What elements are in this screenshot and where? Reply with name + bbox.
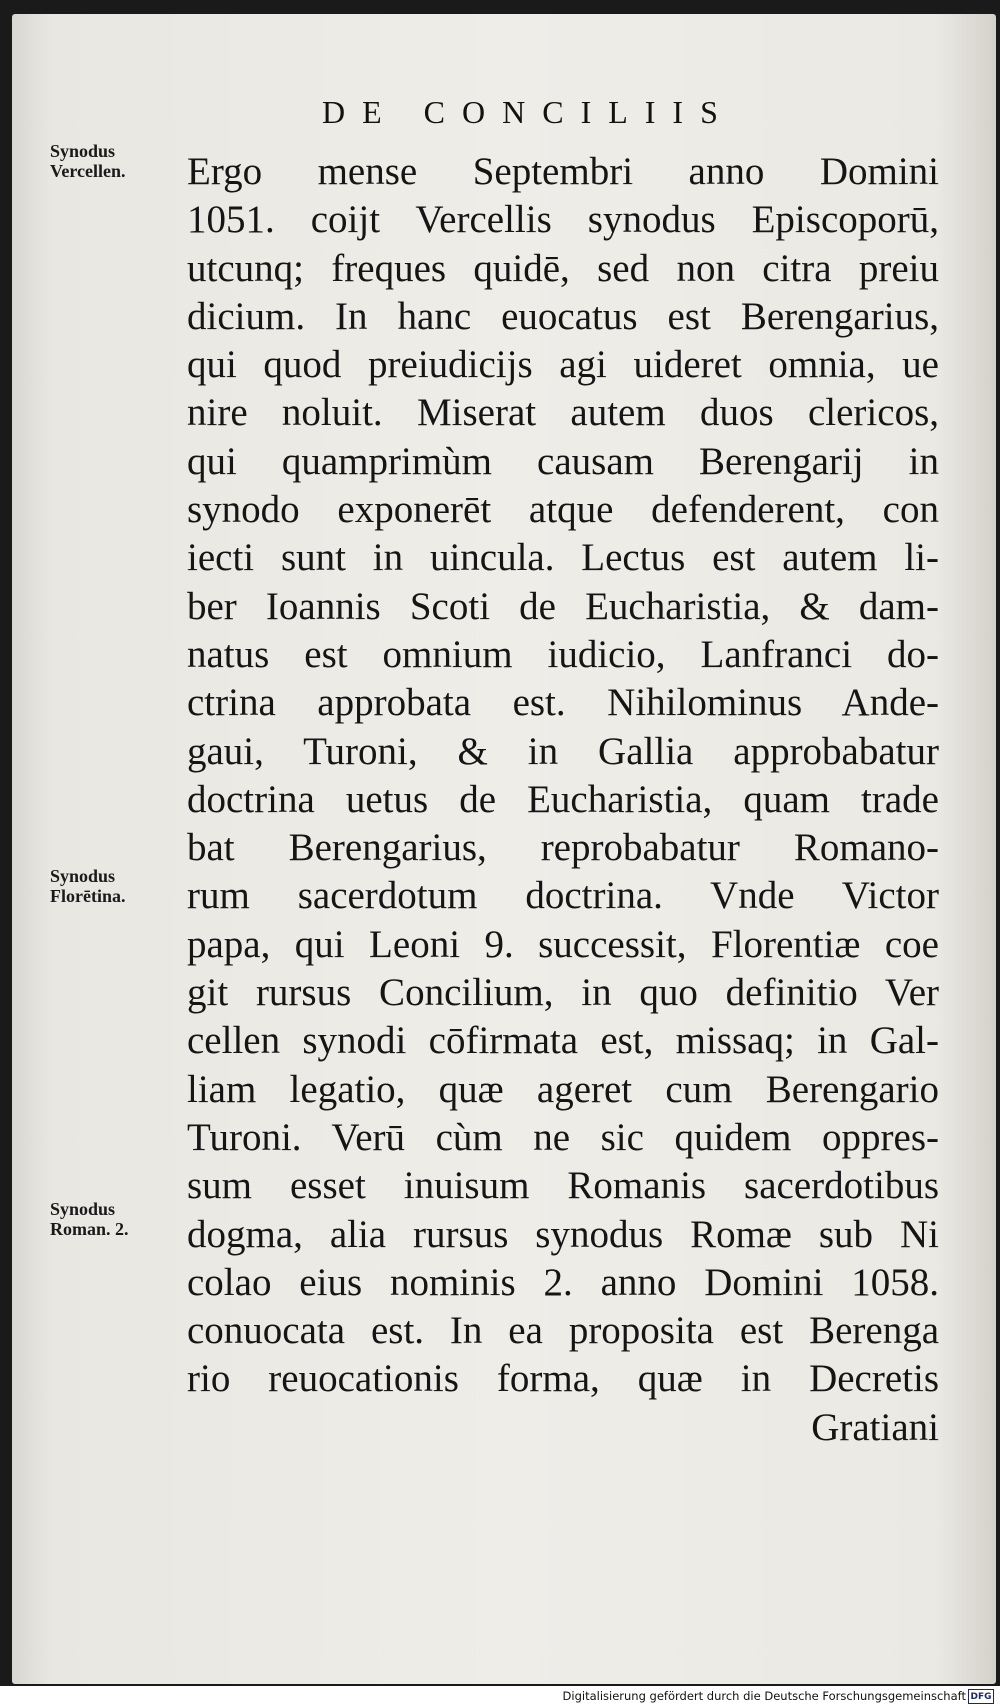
footer-credit: Digitalisierung gefördert durch die Deutsche Forschungsgemeinschaft xyxy=(562,1689,966,1703)
text-line: liam legatio, quæ ageret cum Berengario xyxy=(187,1067,939,1111)
text-line: dogma, alia rursus synodus Romæ sub Ni xyxy=(187,1212,939,1256)
text-line: ber Ioannis Scoti de Eucharistia, & dam- xyxy=(187,584,939,628)
text-line: qui quamprimùm causam Berengarij in xyxy=(187,439,939,483)
text-line: ctrina approbata est. Nihilominus Ande- xyxy=(187,681,939,725)
text-line: Ergo mense Septembri anno Domini xyxy=(187,150,939,193)
footer-bar xyxy=(0,1686,1000,1708)
text-line: conuocata est. In ea proposita est Berenga xyxy=(187,1309,939,1353)
text-line: nire noluit. Miserat autem duos clericos, xyxy=(187,391,939,435)
marginal-note-line: Florētina. xyxy=(50,886,126,906)
text-line: bat Berengarius, reprobabatur Romano- xyxy=(187,826,939,870)
text-line: sum esset inuisum Romanis sacerdotibus xyxy=(187,1164,939,1208)
body-text xyxy=(187,148,939,1452)
marginal-note-line: Synodus xyxy=(50,141,116,161)
marginal-note-line: Synodus xyxy=(50,866,116,886)
text-line: gaui, Turoni, & in Gallia approbabatur xyxy=(187,729,939,773)
marginal-note-line: Roman. 2. xyxy=(50,1219,129,1239)
dfg-logo-icon: DFG xyxy=(968,1689,994,1704)
text-line: utcunq; freques quidē, sed non citra preiu xyxy=(187,246,939,290)
text-line: synodo exponerēt atque defenderent, con xyxy=(187,488,939,532)
marginal-note-florentina xyxy=(50,866,170,906)
text-line: Turoni. Verū cùm ne sic quidem oppres- xyxy=(187,1115,939,1159)
text-line: papa, qui Leoni 9. successit, Florentiæ coe xyxy=(187,922,939,966)
text-line: rum sacerdotum doctrina. Vnde Victor xyxy=(187,874,939,918)
marginal-note-vercellen xyxy=(50,141,170,181)
running-head: DE CONCILIIS xyxy=(322,94,735,130)
text-line: git rursus Concilium, in quo definitio Ver xyxy=(187,971,939,1015)
text-line: qui quod preiudicijs agi uideret omnia, ue xyxy=(187,343,939,387)
text-line: iecti sunt in uincula. Lectus est autem li- xyxy=(187,536,939,580)
text-line: rio reuocationis forma, quæ in Decretis xyxy=(187,1357,939,1401)
text-line: cellen synodi cōfirmata est, missaq; in Gal- xyxy=(187,1019,939,1063)
marginal-note-romana xyxy=(50,1199,170,1239)
marginal-note-line: Vercellen. xyxy=(50,161,126,181)
marginal-note-line: Synodus xyxy=(50,1199,116,1219)
catchword: Gratiani xyxy=(811,1405,939,1449)
text-line: colao eius nominis 2. anno Domini 1058. xyxy=(187,1260,939,1304)
text-line: 1051. coijt Vercellis synodus Episcoporū, xyxy=(187,198,939,242)
text-line: doctrina uetus de Eucharistia, quam trade xyxy=(187,777,939,821)
text-line: dicium. In hanc euocatus est Berengarius, xyxy=(187,294,939,338)
text-line: natus est omnium iudicio, Lanfranci do- xyxy=(187,632,939,676)
